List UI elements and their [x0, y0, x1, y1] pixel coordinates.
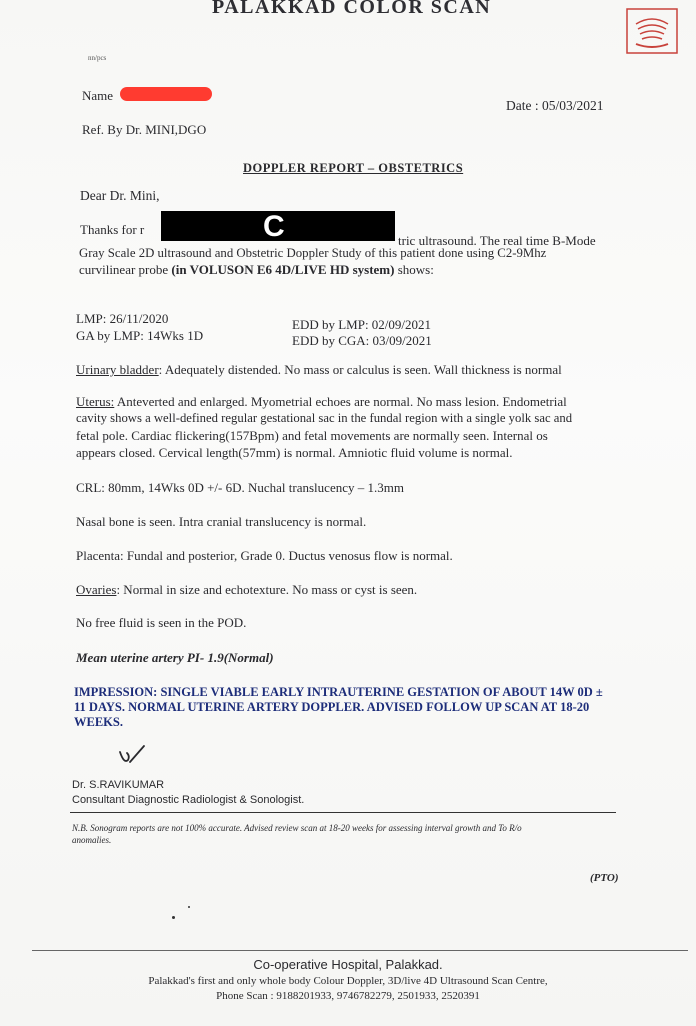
free-fluid-finding: No free fluid is seen in the POD. [76, 615, 247, 630]
intro-system: (in VOLUSON E6 4D/LIVE HD system) [171, 262, 395, 277]
uterus-line-3: fetal pole. Cardiac flickering(157Bpm) and fetal movements are normally seen. Internal os [76, 428, 548, 443]
footer-hospital: Co-operative Hospital, Palakkad. [253, 957, 443, 972]
speck [172, 916, 175, 919]
uterus-line-4: appears closed. Cervical length(57mm) is normal. Amniotic fluid volume is normal. [76, 445, 513, 460]
impression-line-1: IMPRESSION: SINGLE VIABLE EARLY INTRAUTERINE GESTATION OF ABOUT 14W 0D ± [74, 685, 603, 699]
report-title: DOPPLER REPORT – OBSTETRICS [243, 161, 464, 175]
edd-by-lmp: EDD by LMP: 02/09/2021 [292, 317, 432, 332]
crl-finding: CRL: 80mm, 14Wks 0D +/- 6D. Nuchal translucency – 1.3mm [76, 480, 404, 495]
intro-line-3 [79, 262, 434, 278]
footer-phone: Phone Scan : 9188201933, 9746782279, 2501933, 2520391 [216, 990, 480, 1002]
nasal-finding: Nasal bone is seen. Intra cranial translucency is normal. [76, 514, 367, 529]
footer-divider [32, 950, 688, 951]
divider [70, 812, 616, 813]
handwritten-signature-icon [118, 744, 150, 768]
impression-line-3: WEEKS. [74, 715, 123, 729]
uterus-line-1 [76, 394, 567, 410]
doctor-name: Dr. S.RAVIKUMAR [72, 779, 165, 791]
footer-tagline: Palakkad's first and only whole body Colour Doppler, 3D/live 4D Ultrasound Scan Centre, [148, 975, 548, 987]
page-stub: nn/pcs [88, 54, 107, 62]
intro-line-3a: curvilinear probe [79, 262, 172, 277]
intro-line-2: Gray Scale 2D ultrasound and Obstetric Doppler Study of this patient done using C2-9Mhz [79, 246, 547, 260]
uterus-heading: Uterus: [76, 394, 115, 409]
doctor-title: Consultant Diagnostic Radiologist & Sonologist. [72, 794, 305, 806]
signature-block [72, 778, 304, 808]
lmp: LMP: 26/11/2020 [76, 311, 169, 326]
uterus-text-1: Anteverted and enlarged. Myometrial echoes are normal. No mass lesion. Endometrial [114, 394, 567, 409]
bladder-finding [76, 362, 562, 378]
impression-line-2: 11 DAYS. NORMAL UTERINE ARTERY DOPPLER. ADVISED FOLLOW UP SCAN AT 18-20 [74, 700, 590, 714]
bladder-text: : Adequately distended. No mass or calculus is seen. Wall thickness is normal [158, 362, 562, 377]
intro-line-1b: tric ultrasound. The real time B-Mode [398, 233, 596, 248]
intro-line-3c: shows: [394, 262, 434, 277]
note-line-1: N.B. Sonogram reports are not 100% accurate. Advised review scan at 18-20 weeks for assessing interval growth and To R/o [72, 823, 522, 833]
note-line-2: anomalies. [72, 835, 112, 845]
ga-by-lmp: GA by LMP: 14Wks 1D [76, 328, 204, 343]
ovaries-finding [76, 582, 417, 598]
redaction-letter: C [263, 210, 285, 243]
edd-by-cga: EDD by CGA: 03/09/2021 [292, 333, 432, 348]
impression [74, 685, 603, 730]
disclaimer-note [72, 822, 522, 846]
speck [188, 906, 190, 908]
clinic-logo-icon [626, 8, 678, 54]
patient-name-label: Name [82, 88, 114, 103]
report-date: Date : 05/03/2021 [506, 98, 604, 113]
uterine-artery-finding: Mean uterine artery PI- 1.9(Normal) [76, 650, 274, 665]
ovaries-heading: Ovaries [76, 582, 117, 597]
salutation: Dear Dr. Mini, [80, 188, 160, 203]
ovaries-text: : Normal in size and echotexture. No mass or cyst is seen. [116, 582, 418, 597]
placenta-finding: Placenta: Fundal and posterior, Grade 0. Ductus venosus flow is normal. [76, 548, 453, 563]
clinic-title: PALAKKAD COLOR SCAN [212, 0, 492, 18]
bladder-heading: Urinary bladder [76, 362, 159, 377]
pto-marker: (PTO) [590, 872, 619, 884]
referring-doctor: Ref. By Dr. MINI,DGO [82, 122, 207, 137]
intro-line-1a: Thanks for r [80, 222, 145, 237]
uterus-line-2: cavity shows a well-defined regular gestational sac in the fundal region with a single yolk sac and [76, 411, 573, 425]
name-redaction [120, 87, 212, 101]
